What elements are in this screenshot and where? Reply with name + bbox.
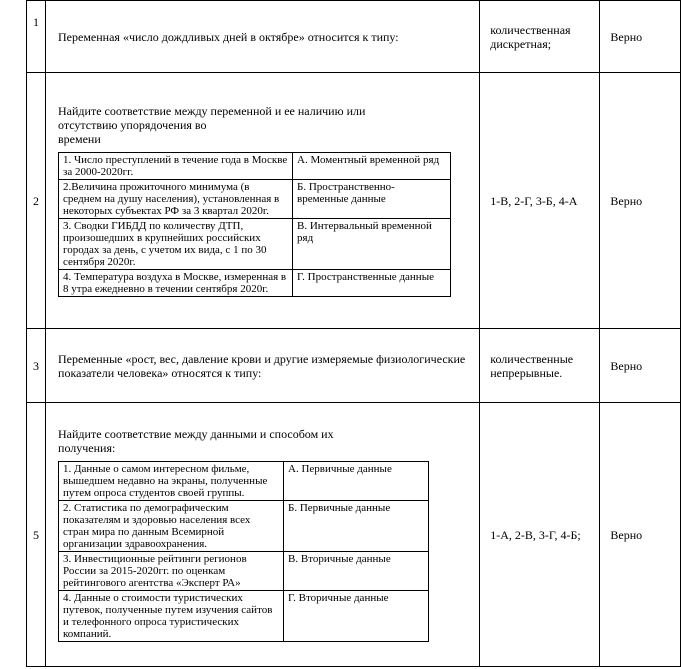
question-text	[58, 104, 467, 146]
question-text: Переменные «рост, вес, давление крови и другие измеряемые физиологические показатели человека» относятся к типу:	[46, 329, 480, 403]
question-line: времени	[58, 132, 101, 146]
table-row	[27, 329, 681, 403]
question-line: Найдите соответствие между переменной и ее наличию или	[58, 104, 366, 118]
answer-text: количественная дискретная;	[480, 1, 600, 73]
matching-row	[59, 153, 451, 180]
matching-option: А. Первичные данные	[284, 462, 429, 501]
row-number: 5	[27, 403, 46, 667]
matching-item: 4. Данные о стоимости туристических путевок, полученные путем изучения сайтов и телефонного опроса туристических компаний.	[59, 591, 284, 642]
matching-option: Г. Пространственные данные	[293, 270, 451, 297]
matching-option: Б. Первичные данные	[284, 501, 429, 552]
result-text: Верно	[600, 73, 681, 329]
matching-option: Г. Вторичные данные	[284, 591, 429, 642]
result-text: Верно	[600, 403, 681, 667]
matching-row	[59, 180, 451, 219]
matching-item: 3. Инвестиционные рейтинги регионов России за 2015-2020гг. по оценкам рейтингового агентства «Эксперт РА»	[59, 552, 284, 591]
matching-option: Б. Пространственно-временные данные	[293, 180, 451, 219]
table-row	[27, 403, 681, 667]
matching-row	[59, 552, 429, 591]
row-number: 1	[27, 1, 46, 73]
question-text: Переменная «число дождливых дней в октябре» относится к типу:	[46, 1, 480, 73]
matching-option: В. Вторичные данные	[284, 552, 429, 591]
matching-option: В. Интервальный временной ряд	[293, 219, 451, 270]
matching-item: 2. Статистика по демографическим показателям и здоровью населения всех стран мира по данным Всемирной организации здравоохранения.	[59, 501, 284, 552]
quiz-table	[26, 0, 681, 667]
question-cell	[46, 403, 480, 667]
matching-row	[59, 462, 429, 501]
matching-item: 4. Температура воздуха в Москве, измеренная в 8 утра ежедневно в течении сентября 2020г.	[59, 270, 293, 297]
row-number: 2	[27, 73, 46, 329]
question-cell	[46, 73, 480, 329]
matching-item: 1. Число преступлений в течение года в Москве за 2000-2020гг.	[59, 153, 293, 180]
matching-row	[59, 501, 429, 552]
matching-row	[59, 219, 451, 270]
question-text	[58, 427, 467, 455]
matching-item: 2.Величина прожиточного минимума (в среднем на душу населения), установленная в некоторых субъектах РФ за 3 квартал 2020г.	[59, 180, 293, 219]
result-text: Верно	[600, 329, 681, 403]
question-line: отсутствию упорядочения во	[58, 118, 207, 132]
table-row	[27, 73, 681, 329]
answer-text: количественные непрерывные.	[480, 329, 600, 403]
row-number: 3	[27, 329, 46, 403]
matching-table	[58, 461, 429, 642]
question-line: получения:	[58, 441, 116, 455]
result-text: Верно	[600, 1, 681, 73]
matching-row	[59, 270, 451, 297]
matching-item: 1. Данные о самом интересном фильме, вышедшем недавно на экраны, полученные путем опроса студентов своей группы.	[59, 462, 284, 501]
matching-item: 3. Сводки ГИБДД по количеству ДТП, произошедших в крупнейших российских городах за день, с учетом их вида, с 1 по 30 сентября 2020г.	[59, 219, 293, 270]
table-row	[27, 1, 681, 73]
answer-text: 1-А, 2-В, 3-Г, 4-Б;	[480, 403, 600, 667]
matching-row	[59, 591, 429, 642]
matching-option: А. Моментный временной ряд	[293, 153, 451, 180]
matching-table	[58, 152, 451, 297]
answer-text: 1-В, 2-Г, 3-Б, 4-А	[480, 73, 600, 329]
question-line: Найдите соответствие между данными и способом их	[58, 427, 334, 441]
